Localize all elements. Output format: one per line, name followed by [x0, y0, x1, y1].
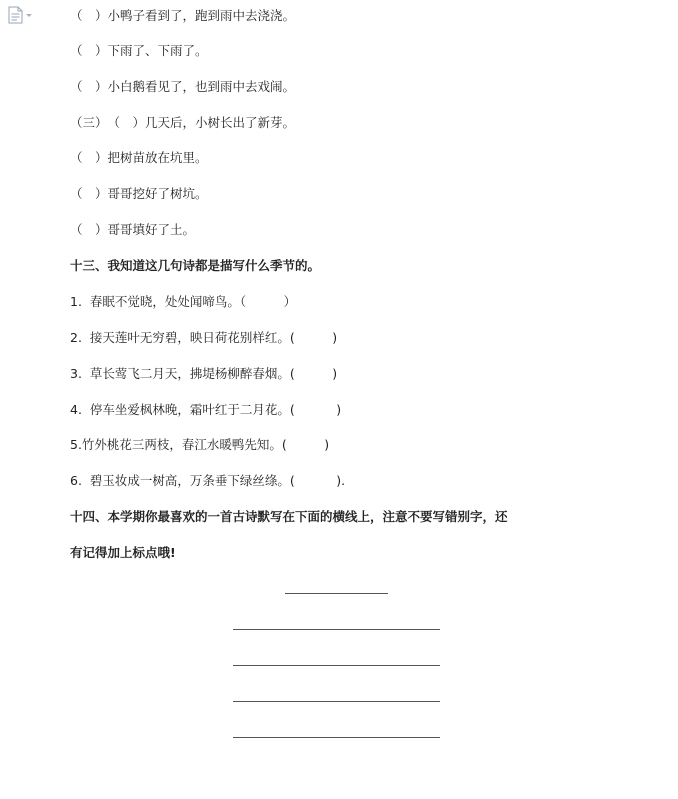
- document-outline-icon[interactable]: [8, 6, 38, 24]
- section-13-title: 十三、我知道这几句诗都是描写什么季节的。: [70, 258, 321, 273]
- order-group-heading: （三） （ ）几天后，小树长出了新芽。: [70, 115, 296, 130]
- poem-question: 6. 碧玉妆成一树高，万条垂下绿丝绦。( ).: [70, 473, 346, 488]
- poem-question: 4. 停车坐爱枫林晚，霜叶红于二月花。( ): [70, 402, 342, 417]
- document-icon: [8, 6, 24, 24]
- order-item-line: （ ）小白鹅看见了，也到雨中去戏闹。: [70, 79, 296, 94]
- chevron-down-icon: [24, 6, 34, 24]
- answer-blank-line[interactable]: [233, 737, 440, 738]
- order-item-line: （ ）把树苗放在坑里。: [70, 150, 208, 165]
- section-14-title: 十四、本学期你最喜欢的一首古诗默写在下面的横线上，注意不要写错别字，还: [70, 509, 508, 524]
- order-item-line: （ ）小鸭子看到了，跑到雨中去浇浇。: [70, 8, 296, 23]
- answer-blank-line[interactable]: [233, 665, 440, 666]
- order-item-line: （ ）哥哥填好了土。: [70, 222, 196, 237]
- section-14-title-continued: 有记得加上标点哦!: [70, 545, 176, 560]
- poem-question: 2. 接天莲叶无穷碧，映日荷花别样红。( ): [70, 330, 338, 345]
- answer-blank-line[interactable]: [233, 629, 440, 630]
- poem-question: 5.竹外桃花三两枝，春江水暖鸭先知。( ): [70, 437, 330, 452]
- poem-question: 3. 草长莺飞二月天，拂堤杨柳醉春烟。( ): [70, 366, 338, 381]
- order-item-line: （ ）下雨了、下雨了。: [70, 43, 208, 58]
- answer-blank-title[interactable]: [285, 593, 388, 594]
- answer-blank-line[interactable]: [233, 701, 440, 702]
- poem-question: 1. 春眠不觉晓，处处闻啼鸟。（ ）: [70, 294, 297, 309]
- order-item-line: （ ）哥哥挖好了树坑。: [70, 186, 208, 201]
